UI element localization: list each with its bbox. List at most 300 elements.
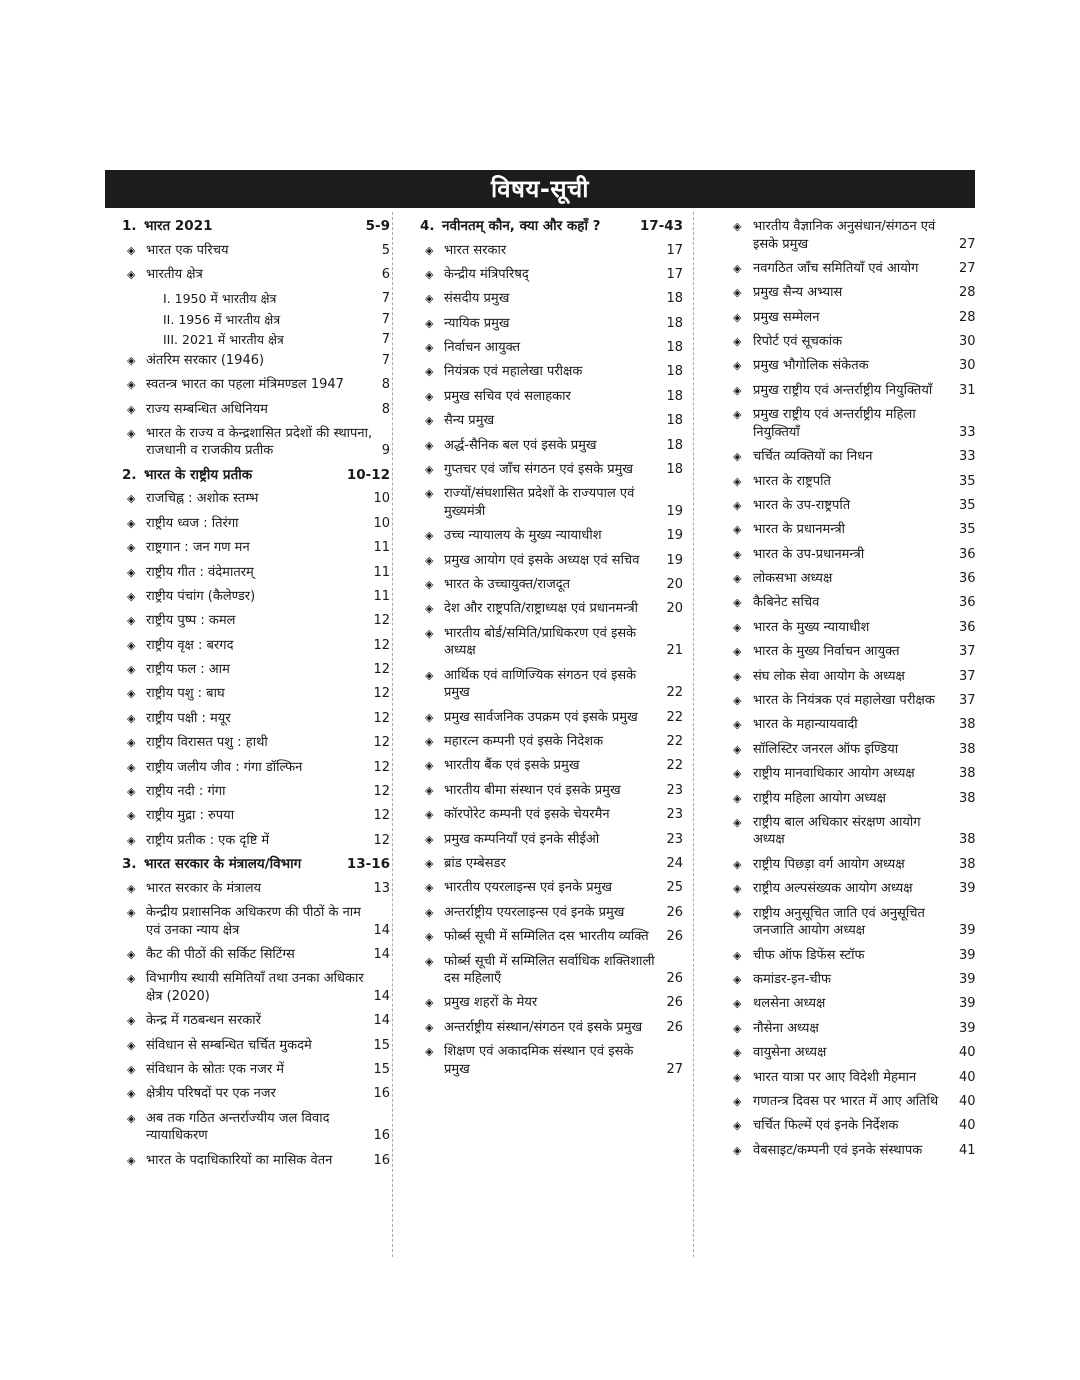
toc-entry[interactable]: [420, 667, 683, 702]
contents-title: विषय-सूची: [491, 175, 589, 203]
entry-title: ◈ राष्ट्रीय नदी : गंगा: [122, 783, 367, 801]
toc-entry[interactable]: [122, 490, 390, 508]
page-number: 7: [381, 332, 390, 348]
entry-title: ◈ संघ लोक सेवा आयोग के अध्यक्ष: [733, 668, 953, 686]
toc-entry[interactable]: [733, 947, 975, 965]
toc-entry[interactable]: [122, 425, 390, 460]
toc-entry[interactable]: [420, 552, 683, 570]
entry-title: ◈ राष्ट्रीय पुष्प : कमल: [122, 612, 367, 630]
toc-entry[interactable]: [122, 904, 390, 939]
page-number: 23: [666, 831, 683, 847]
toc-entry[interactable]: [122, 588, 390, 606]
page-number: 8: [381, 401, 390, 417]
page-number: 26: [666, 1019, 683, 1035]
entry-title: ◈ राष्ट्रीय पंचांग (कैलेण्डर): [122, 588, 367, 606]
page-number: 11: [373, 588, 390, 604]
toc-entry[interactable]: [733, 382, 975, 400]
entry-title: ◈ आर्थिक एवं वाणिज्यिक संगठन एवं इसके प्रमुख: [420, 667, 660, 702]
page-number: 40: [959, 1118, 976, 1134]
entry-title: ◈ ब्रांड एम्बेसडर: [420, 855, 660, 873]
toc-entry[interactable]: [122, 1061, 390, 1079]
entry-title: ◈ राजचिह्न : अशोक स्तम्भ: [122, 490, 367, 508]
page-number: 15: [373, 1037, 390, 1053]
entry-title: ◈ महारत्न कम्पनी एवं इसके निदेशक: [420, 733, 660, 751]
page-number: 38: [959, 766, 976, 782]
page-number: 6: [381, 266, 390, 282]
entry-title: ◈ लोकसभा अध्यक्ष: [733, 570, 953, 588]
toc-entry[interactable]: [122, 880, 390, 898]
page-number: 16: [373, 1086, 390, 1102]
toc-entry[interactable]: [122, 515, 390, 533]
entry-title: ◈ कैट की पीठों की सर्किट सिटिंग्स: [122, 946, 367, 964]
entry-title: ◈ प्रमुख शहरों के मेयर: [420, 994, 660, 1012]
toc-entry[interactable]: [122, 832, 390, 850]
toc-entry[interactable]: [420, 757, 683, 775]
page-number: 12: [373, 808, 390, 824]
toc-entry[interactable]: [420, 806, 683, 824]
toc-entry[interactable]: [420, 527, 683, 545]
entry-title: ◈ राष्ट्रीय अल्पसंख्यक आयोग अध्यक्ष: [733, 880, 953, 898]
page-number: 20: [666, 601, 683, 617]
entry-title: ◈ वायुसेना अध्यक्ष: [733, 1044, 953, 1062]
page-number: 27: [959, 260, 976, 276]
page-number: 28: [959, 285, 976, 301]
entry-title: ◈ सॉलिस्टिर जनरल ऑफ इण्डिया: [733, 741, 953, 759]
toc-entry[interactable]: [122, 539, 390, 557]
toc-entry[interactable]: [733, 309, 975, 327]
toc-entry[interactable]: [733, 284, 975, 302]
page-number: 19: [666, 552, 683, 568]
entry-title: 1. भारत 2021: [122, 218, 213, 234]
toc-entry[interactable]: [122, 783, 390, 801]
entry-title: ◈ संविधान से सम्बन्धित चर्चित मुकदमे: [122, 1037, 367, 1055]
toc-entry[interactable]: [733, 765, 975, 783]
page-number: 26: [666, 971, 683, 987]
page-number: 35: [959, 497, 976, 513]
entry-title: ◈ नियंत्रक एवं महालेखा परीक्षक: [420, 363, 660, 381]
page-number: 11: [373, 564, 390, 580]
page-number: 7: [381, 352, 390, 368]
entry-title: ◈ राष्ट्रीय अनुसूचित जाति एवं अनुसूचित जनजाति आयोग अध्यक्ष: [733, 905, 953, 940]
toc-entry[interactable]: [733, 880, 975, 898]
entry-title: ◈ भारत यात्रा पर आए विदेशी मेहमान: [733, 1069, 953, 1087]
entry-title: ◈ भारत एक परिचय: [122, 242, 376, 260]
page-number: 13: [373, 880, 390, 896]
page-number: 24: [666, 855, 683, 871]
page-number: 12: [373, 759, 390, 775]
entry-title: ◈ सैन्य प्रमुख: [420, 412, 660, 430]
page-number: 26: [666, 904, 683, 920]
toc-entry[interactable]: [420, 782, 683, 800]
contents-title-banner: [105, 170, 975, 208]
toc-entry[interactable]: [733, 971, 975, 989]
toc-entry[interactable]: [122, 759, 390, 777]
page-number: 27: [666, 1061, 683, 1077]
page-number: 10-12: [346, 466, 390, 483]
toc-entry[interactable]: [420, 242, 683, 260]
page-number: 5-9: [365, 218, 390, 234]
page-number: 25: [666, 880, 683, 896]
entry-title: ◈ राष्ट्रीय वृक्ष : बरगद: [122, 637, 367, 655]
toc-entry[interactable]: [733, 333, 975, 351]
contents-column-2: [420, 218, 683, 1085]
chapter-heading[interactable]: [122, 856, 390, 874]
page-number: 21: [666, 643, 683, 659]
page-number: 37: [959, 668, 976, 684]
page-number: 41: [959, 1142, 976, 1158]
toc-entry[interactable]: [122, 685, 390, 703]
toc-entry[interactable]: [733, 741, 975, 759]
page-number: 11: [373, 540, 390, 556]
toc-entry[interactable]: [733, 218, 975, 253]
toc-entry[interactable]: [733, 692, 975, 710]
entry-title: ◈ भारत के मुख्य न्यायाधीश: [733, 619, 953, 637]
page-number: 12: [373, 710, 390, 726]
entry-title: ◈ प्रमुख सार्वजनिक उपक्रम एवं इसके प्रमुख: [420, 709, 660, 727]
entry-title: ◈ न्यायिक प्रमुख: [420, 315, 660, 333]
entry-title: ◈ राष्ट्रीय मानवाधिकार आयोग अध्यक्ष: [733, 765, 953, 783]
entry-title: ◈ नौसेना अध्यक्ष: [733, 1020, 953, 1038]
toc-entry[interactable]: [733, 448, 975, 466]
toc-entry[interactable]: [733, 905, 975, 940]
toc-entry[interactable]: [733, 716, 975, 734]
entry-title: ◈ राष्ट्रीय प्रतीक : एक दृष्टि में: [122, 832, 367, 850]
toc-entry[interactable]: [122, 807, 390, 825]
toc-entry[interactable]: [733, 1117, 975, 1135]
page-number: 30: [959, 358, 976, 374]
page-number: 38: [959, 832, 976, 848]
page-number: 40: [959, 1093, 976, 1109]
entry-title: ◈ क्षेत्रीय परिषदों पर एक नजर: [122, 1085, 367, 1103]
toc-entry[interactable]: [122, 1085, 390, 1103]
toc-entry[interactable]: [420, 831, 683, 849]
page-number: 33: [959, 424, 976, 440]
toc-entry[interactable]: [733, 1020, 975, 1038]
page-number: 14: [373, 988, 390, 1004]
toc-entry[interactable]: [420, 461, 683, 479]
contents-column-3: [733, 218, 975, 1166]
toc-entry[interactable]: [122, 734, 390, 752]
page-number: 36: [959, 619, 976, 635]
page-number: 36: [959, 571, 976, 587]
toc-entry[interactable]: [420, 904, 683, 922]
toc-entry[interactable]: [420, 485, 683, 520]
page-number: 26: [666, 929, 683, 945]
page-number: 7: [381, 311, 390, 327]
entry-title: ◈ अन्तर्राष्ट्रीय संस्थान/संगठन एवं इसके प्रमुख: [420, 1019, 660, 1037]
entry-title: ◈ भारतीय बीमा संस्थान एवं इसके प्रमुख: [420, 782, 660, 800]
chapter-heading[interactable]: [122, 218, 390, 236]
toc-entry[interactable]: [733, 260, 975, 278]
toc-entry[interactable]: [122, 710, 390, 728]
entry-title: ◈ राष्ट्रीय पशु : बाघ: [122, 685, 367, 703]
page-number: 12: [373, 735, 390, 751]
entry-title: 2. भारत के राष्ट्रीय प्रतीक: [122, 466, 253, 483]
toc-entry[interactable]: [733, 497, 975, 515]
toc-subentry[interactable]: [122, 311, 390, 329]
page-number: 18: [666, 291, 683, 307]
page-number: 16: [373, 1152, 390, 1168]
page-number: 19: [666, 528, 683, 544]
toc-entry[interactable]: [733, 1093, 975, 1111]
page-number: 16: [373, 1128, 390, 1144]
toc-entry[interactable]: [733, 790, 975, 808]
page-number: 12: [373, 662, 390, 678]
toc-entry[interactable]: [420, 953, 683, 988]
page-number: 38: [959, 741, 976, 757]
toc-entry[interactable]: [122, 1012, 390, 1030]
chapter-number: 3.: [122, 856, 137, 873]
page-number: 12: [373, 637, 390, 653]
toc-entry[interactable]: [733, 1069, 975, 1087]
entry-title: ◈ राष्ट्रीय गीत : वंदेमातरम्: [122, 564, 367, 582]
toc-entry[interactable]: [420, 388, 683, 406]
entry-title: ◈ वेबसाइट/कम्पनी एवं इनके संस्थापक: [733, 1142, 953, 1160]
entry-title: 4. नवीनतम् कौन, क्या और कहाँ ?: [420, 218, 601, 234]
toc-entry[interactable]: [122, 1037, 390, 1055]
entry-title: ◈ राष्ट्रीय बाल अधिकार संरक्षण आयोग अध्यक्ष: [733, 814, 953, 849]
entry-title: ◈ प्रमुख कम्पनियाँ एवं इनके सीईओ: [420, 831, 660, 849]
toc-entry[interactable]: [733, 521, 975, 539]
entry-title: ◈ केन्द्रीय प्रशासनिक अधिकरण की पीठों के नाम एवं उनका न्याय क्षेत्र: [122, 904, 367, 939]
toc-entry[interactable]: [420, 412, 683, 430]
page-number: 22: [666, 734, 683, 750]
entry-title: ◈ भारतीय क्षेत्र: [122, 266, 376, 284]
toc-entry[interactable]: [122, 612, 390, 630]
page-number: 38: [959, 856, 976, 872]
toc-subentry[interactable]: [122, 331, 390, 349]
page-number: 22: [666, 758, 683, 774]
page-number: 18: [666, 413, 683, 429]
entry-title: ◈ फोर्ब्स सूची में सम्मिलित दस भारतीय व्यक्ति: [420, 928, 660, 946]
entry-title: ◈ राष्ट्रीय पक्षी : मयूर: [122, 710, 367, 728]
page-number: 18: [666, 437, 683, 453]
toc-entry[interactable]: [122, 1110, 390, 1145]
page-number: 9: [381, 443, 390, 459]
entry-title: ◈ भारत के उच्चायुक्त/राजदूत: [420, 576, 660, 594]
toc-entry[interactable]: [420, 625, 683, 660]
toc-entry[interactable]: [733, 856, 975, 874]
page-number: 39: [959, 923, 976, 939]
toc-entry[interactable]: [122, 661, 390, 679]
entry-title: ◈ भारत के उप-राष्ट्रपति: [733, 497, 953, 515]
toc-entry[interactable]: [420, 437, 683, 455]
page-number: 33: [959, 449, 976, 465]
toc-entry[interactable]: [122, 376, 390, 394]
page-number: 27: [959, 236, 976, 252]
toc-entry[interactable]: [733, 594, 975, 612]
toc-entry[interactable]: [733, 1142, 975, 1160]
page-number: 39: [959, 947, 976, 963]
chapter-heading[interactable]: [122, 467, 390, 485]
toc-entry[interactable]: [733, 546, 975, 564]
contents-column-1: [122, 218, 390, 1176]
entry-title: ◈ गुप्तचर एवं जाँच संगठन एवं इसके प्रमुख: [420, 461, 660, 479]
toc-entry[interactable]: [420, 363, 683, 381]
entry-title: ◈ विभागीय स्थायी समितियाँ तथा उनका अधिकार क्षेत्र (2020): [122, 970, 367, 1005]
toc-entry[interactable]: [122, 637, 390, 655]
page-number: 17-43: [639, 218, 683, 234]
toc-entry[interactable]: [733, 643, 975, 661]
toc-entry[interactable]: [122, 352, 390, 370]
toc-entry[interactable]: [733, 357, 975, 375]
toc-entry[interactable]: [122, 242, 390, 260]
toc-entry[interactable]: [122, 970, 390, 1005]
page-number: 18: [666, 388, 683, 404]
entry-title: ◈ भारतीय एयरलाइन्स एवं इनके प्रमुख: [420, 879, 660, 897]
toc-entry[interactable]: [122, 946, 390, 964]
entry-title: ◈ भारत के महान्यायवादी: [733, 716, 953, 734]
entry-title: ◈ भारत के मुख्य निर्वाचन आयुक्त: [733, 643, 953, 661]
page-number: 39: [959, 1020, 976, 1036]
toc-entry[interactable]: [420, 339, 683, 357]
entry-title: ◈ चर्चित फिल्में एवं इनके निर्देशक: [733, 1117, 953, 1135]
page-number: 12: [373, 686, 390, 702]
toc-entry[interactable]: [420, 994, 683, 1012]
page-number: 17: [666, 242, 683, 258]
toc-entry[interactable]: [122, 401, 390, 419]
page-number: 39: [959, 971, 976, 987]
page-number: 39: [959, 996, 976, 1012]
toc-entry[interactable]: [420, 1043, 683, 1078]
page-number: 10: [373, 491, 390, 507]
page-number: 19: [666, 503, 683, 519]
page-number: 18: [666, 364, 683, 380]
entry-title: ◈ कैबिनेट सचिव: [733, 594, 953, 612]
chapter-number: 2.: [122, 466, 137, 483]
toc-entry[interactable]: [420, 290, 683, 308]
page-number: 7: [381, 291, 390, 307]
entry-title: ◈ गणतन्त्र दिवस पर भारत में आए अतिथि: [733, 1093, 953, 1111]
toc-entry[interactable]: [420, 855, 683, 873]
entry-title: ◈ राष्ट्रीय जलीय जीव : गंगा डॉल्फिन: [122, 759, 367, 777]
entry-title: ◈ राष्ट्रीय महिला आयोग अध्यक्ष: [733, 790, 953, 808]
page-number: 38: [959, 790, 976, 806]
toc-entry[interactable]: [733, 619, 975, 637]
page-number: 22: [666, 685, 683, 701]
entry-title: ◈ अन्तर्राष्ट्रीय एयरलाइन्स एवं इनके प्रमुख: [420, 904, 660, 922]
entry-title: ◈ नवगठित जाँच समितियाँ एवं आयोग: [733, 260, 953, 278]
toc-entry[interactable]: [420, 576, 683, 594]
toc-subentry[interactable]: [122, 290, 390, 308]
entry-title: ◈ केन्द्रीय मंत्रिपरिषद्: [420, 266, 660, 284]
toc-entry[interactable]: [122, 564, 390, 582]
entry-title: ◈ भारत के नियंत्रक एवं महालेखा परीक्षक: [733, 692, 953, 710]
entry-title: ◈ अर्द्ध-सैनिक बल एवं इसके प्रमुख: [420, 437, 660, 455]
entry-title: III. 2021 में भारतीय क्षेत्र: [163, 332, 284, 348]
toc-entry[interactable]: [733, 814, 975, 849]
page-number: 5: [381, 242, 390, 258]
page-number: 17: [666, 266, 683, 282]
toc-entry[interactable]: [733, 668, 975, 686]
page-number: 18: [666, 315, 683, 331]
toc-entry[interactable]: [122, 266, 390, 284]
entry-title: ◈ प्रमुख राष्ट्रीय एवं अन्तर्राष्ट्रीय महिला नियुक्तियाँ: [733, 406, 953, 441]
toc-entry[interactable]: [733, 473, 975, 491]
page-number: 18: [666, 340, 683, 356]
entry-title: ◈ निर्वाचन आयुक्त: [420, 339, 660, 357]
entry-title: ◈ राष्ट्रीय फल : आम: [122, 661, 367, 679]
page-number: 37: [959, 644, 976, 660]
entry-title: ◈ चर्चित व्यक्तियों का निधन: [733, 448, 953, 466]
toc-entry[interactable]: [733, 406, 975, 441]
entry-title: ◈ केन्द्र में गठबन्धन सरकारें: [122, 1012, 367, 1030]
column-divider: [392, 212, 393, 1257]
entry-title: ◈ प्रमुख आयोग एवं इसके अध्यक्ष एवं सचिव: [420, 552, 660, 570]
page-number: 30: [959, 334, 976, 350]
entry-title: ◈ कॉरपोरेट कम्पनी एवं इसके चेयरमैन: [420, 806, 660, 824]
page-number: 13-16: [346, 856, 390, 873]
page-number: 28: [959, 309, 976, 325]
entry-title: ◈ राष्ट्रगान : जन गण मन: [122, 539, 367, 557]
entry-title: ◈ देश और राष्ट्रपति/राष्ट्राध्यक्ष एवं प्रधानमन्त्री: [420, 600, 660, 618]
chapter-number: 4.: [420, 218, 435, 234]
page-number: 35: [959, 473, 976, 489]
entry-title: ◈ अंतरिम सरकार (1946): [122, 352, 376, 370]
entry-title: ◈ भारत के राष्ट्रपति: [733, 473, 953, 491]
entry-title: ◈ भारतीय बैंक एवं इसके प्रमुख: [420, 757, 660, 775]
toc-entry[interactable]: [733, 570, 975, 588]
entry-title: ◈ थलसेना अध्यक्ष: [733, 995, 953, 1013]
toc-entry[interactable]: [733, 1044, 975, 1062]
page-number: 12: [373, 784, 390, 800]
chapter-heading[interactable]: [420, 218, 683, 236]
page-number: 39: [959, 881, 976, 897]
toc-entry[interactable]: [122, 1152, 390, 1170]
entry-title: I. 1950 में भारतीय क्षेत्र: [163, 291, 277, 307]
page-number: 22: [666, 709, 683, 725]
page-number: 15: [373, 1062, 390, 1078]
entry-title: ◈ राष्ट्रीय विरासत पशु : हाथी: [122, 734, 367, 752]
page-number: 35: [959, 522, 976, 538]
entry-title: 3. भारत सरकार के मंत्रालय/विभाग: [122, 856, 302, 873]
page-number: 38: [959, 717, 976, 733]
page-number: 40: [959, 1045, 976, 1061]
page-number: 12: [373, 613, 390, 629]
toc-entry[interactable]: [733, 995, 975, 1013]
entry-title: ◈ फोर्ब्स सूची में सम्मिलित सर्वाधिक शक्तिशाली दस महिलाएँ: [420, 953, 660, 988]
entry-title: ◈ संविधान के स्रोतः एक नजर में: [122, 1061, 367, 1079]
toc-entry[interactable]: [420, 315, 683, 333]
entry-title: ◈ भारत के पदाधिकारियों का मासिक वेतन: [122, 1152, 367, 1170]
entry-title: ◈ प्रमुख भौगोलिक संकेतक: [733, 357, 953, 375]
chapter-number: 1.: [122, 218, 137, 234]
page-number: 40: [959, 1069, 976, 1085]
toc-entry[interactable]: [420, 1019, 683, 1037]
page-number: 23: [666, 807, 683, 823]
toc-entry[interactable]: [420, 600, 683, 618]
page-number: 37: [959, 693, 976, 709]
column-divider: [693, 212, 694, 1257]
toc-entry[interactable]: [420, 733, 683, 751]
toc-entry[interactable]: [420, 928, 683, 946]
page-number: 26: [666, 995, 683, 1011]
entry-title: ◈ अब तक गठित अन्तर्राज्यीय जल विवाद न्यायाधिकरण: [122, 1110, 367, 1145]
entry-title: ◈ भारतीय वैज्ञानिक अनुसंधान/संगठन एवं इसके प्रमुख: [733, 218, 953, 253]
entry-title: ◈ राज्यों/संघशासित प्रदेशों के राज्यपाल एवं मुख्यमंत्री: [420, 485, 660, 520]
page-number: 31: [959, 382, 976, 398]
toc-entry[interactable]: [420, 266, 683, 284]
entry-title: ◈ प्रमुख सचिव एवं सलाहकार: [420, 388, 660, 406]
toc-entry[interactable]: [420, 709, 683, 727]
entry-title: ◈ प्रमुख राष्ट्रीय एवं अन्तर्राष्ट्रीय नियुक्तियाँ: [733, 382, 953, 400]
entry-title: ◈ राज्य सम्बन्धित अधिनियम: [122, 401, 376, 419]
entry-title: ◈ स्वतन्त्र भारत का पहला मंत्रिमण्डल 1947: [122, 376, 376, 394]
page-number: 36: [959, 595, 976, 611]
entry-title: ◈ चीफ ऑफ डिफेंस स्टॉफ: [733, 947, 953, 965]
entry-title: ◈ भारतीय बोर्ड/समिति/प्राधिकरण एवं इसके अध्यक्ष: [420, 625, 660, 660]
toc-entry[interactable]: [420, 879, 683, 897]
